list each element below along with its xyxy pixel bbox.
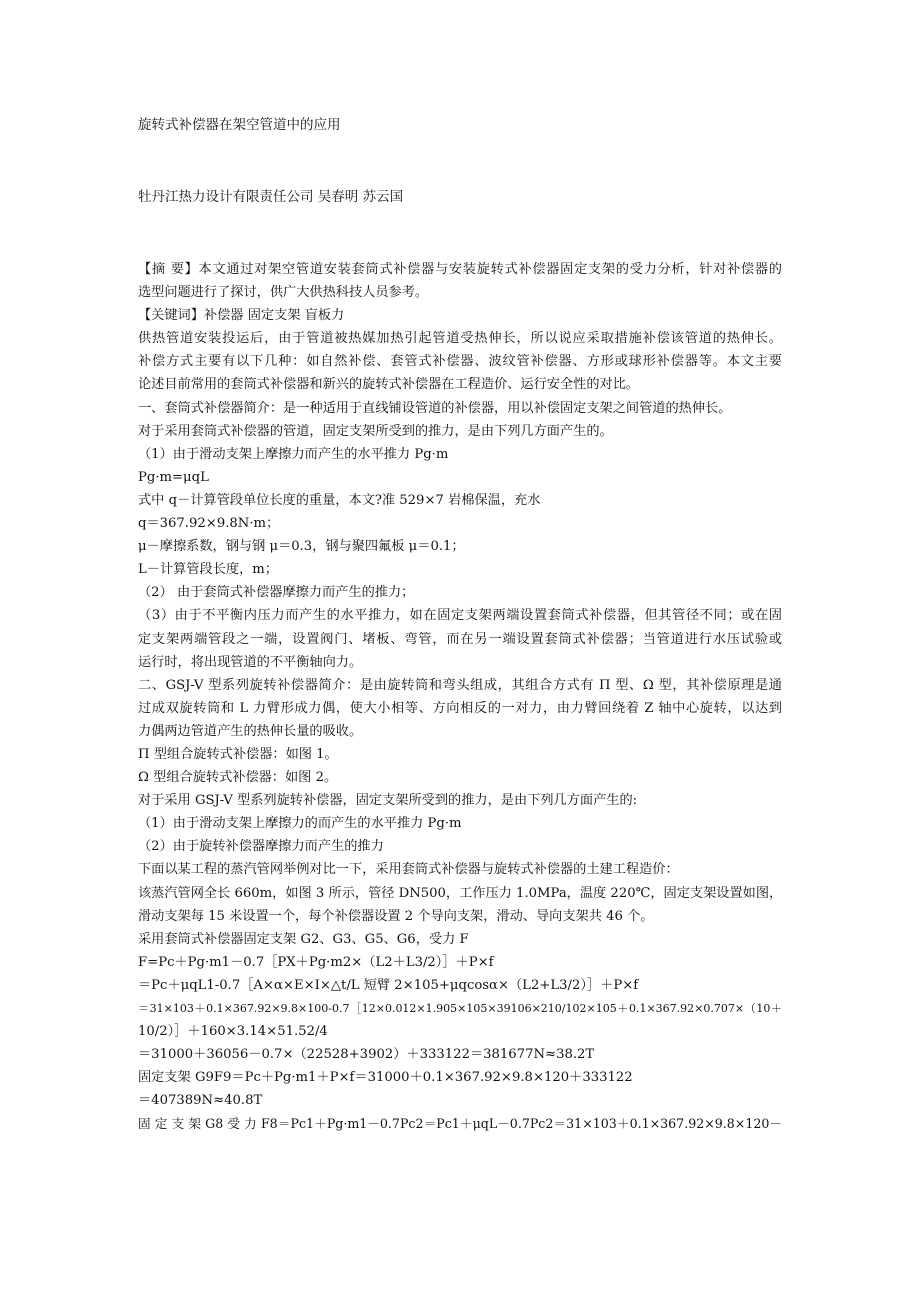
- body-line: 滑动支架每 15 米设置一个，每个补偿器设置 2 个导向支架，滑动、导向支架共 46 个。: [138, 908, 654, 924]
- body-line: 固 定 支 架 G8 受 力 F8＝Pc1＋Pg·m1－0.7Pc2＝Pc1＋μqL－0.7Pc2＝31×103＋0.1×367.92×9.8×120－: [138, 1116, 782, 1132]
- document-body: [138, 258, 782, 1136]
- body-line: 式中 q－计算管段单位长度的重量，本文?准 529×7 岩棉保温，充水: [138, 492, 541, 508]
- body-line: 过成双旋转筒和 L 力臂形成力偶，使大小相等、方向相反的一对力，由力臂回绕着 Z 轴中心旋转，以达到: [138, 700, 782, 716]
- body-line: F=Pc＋Pg·m1－0.7［PX＋Pg·m2×（L2＋L3/2）］＋P×f: [138, 954, 494, 970]
- body-line: 该蒸汽管网全长 660m，如图 3 所示，管径 DN500，工作压力 1.0MPa，温度 220℃，固定支架设置如图，: [138, 885, 783, 901]
- body-line: 对于采用 GSJ-V 型系列旋转补偿器，固定支架所受到的推力，是由下列几方面产生的:: [138, 793, 638, 809]
- body-line: 供热管道安装投运后，由于管道被热媒加热引起管道受热伸长，所以说应采取措施补偿该管道的热伸长。: [138, 331, 782, 347]
- body-line: 10/2）］＋160×3.14×51.52/4: [138, 1024, 328, 1040]
- body-line: （1）由于滑动支架上摩擦力的而产生的水平推力 Pg·m: [138, 816, 462, 832]
- body-line: ＝31×103＋0.1×367.92×9.8×100-0.7［12×0.012×1.905×105×39106×210/102×105＋0.1×367.92×0.707×（10＋: [138, 1002, 782, 1015]
- body-line: （1）由于滑动支架上摩擦力而产生的水平推力 Pg·m: [138, 446, 449, 462]
- body-line: 补偿方式主要有以下几种：如自然补偿、套管式补偿器、波纹管补偿器、方形或球形补偿器等。本文主要: [138, 354, 782, 370]
- body-line: （3）由于不平衡内压力而产生的水平推力，如在固定支架两端设置套筒式补偿器，但其管径不同；或在固: [138, 608, 782, 624]
- body-line: 【关键词】补偿器 固定支架 盲板力: [138, 308, 345, 324]
- body-line: 下面以某工程的蒸汽管网举例对比一下，采用套筒式补偿器与旋转式补偿器的土建工程造价：: [138, 862, 679, 878]
- body-line: Pg·m=μqL: [138, 469, 209, 485]
- body-line: 对于采用套筒式补偿器的管道，固定支架所受到的推力，是由下列几方面产生的。: [138, 423, 613, 439]
- body-line: 采用套筒式补偿器固定支架 G2、G3、G5、G6，受力 F: [138, 931, 469, 947]
- body-line: 选型问题进行了探讨，供广大供热科技人员参考。: [138, 285, 429, 301]
- body-line: L－计算管段长度，m；: [138, 562, 278, 578]
- body-line: 二、GSJ-V 型系列旋转补偿器简介：是由旋转筒和弯头组成，其组合方式有 Π 型、Ω 型，其补偿原理是通: [138, 677, 782, 693]
- body-line: Ω 型组合旋转式补偿器：如图 2。: [138, 770, 338, 786]
- body-line: 【摘 要】本文通过对架空管道安装套筒式补偿器与安装旋转式补偿器固定支架的受力分析，针对补偿器的: [138, 262, 782, 277]
- body-line: Π 型组合旋转式补偿器：如图 1。: [138, 746, 338, 762]
- body-line: （2）由于旋转补偿器摩擦力而产生的推力: [138, 839, 384, 855]
- body-line: μ－摩擦系数，钢与钢 μ＝0.3，钢与聚四氟板 μ＝0.1；: [138, 539, 465, 555]
- body-line: ＝407389N≈40.8T: [138, 1093, 263, 1109]
- body-line: 力偶两边管道产生的热伸长量的吸收。: [138, 723, 363, 739]
- document-title: 旋转式补偿器在架空管道中的应用: [138, 117, 341, 133]
- body-line: 论述目前常用的套筒式补偿器和新兴的旋转式补偿器在工程造价、运行安全性的对比。: [138, 377, 640, 393]
- body-line: 一、套筒式补偿器简介：是一种适用于直线铺设管道的补偿器，用以补偿固定支架之间管道的热伸长。: [138, 400, 732, 416]
- body-line: q＝367.92×9.8N·m；: [138, 516, 280, 532]
- body-line: 固定支架 G9F9＝Pc＋Pg·m1＋P×f＝31000＋0.1×367.92×9.8×120＋333122: [138, 1070, 633, 1086]
- document-authors: 牡丹江热力设计有限责任公司 吴春明 苏云国: [138, 189, 404, 205]
- body-line: 运行时，将出现管道的不平衡轴向力。: [138, 654, 363, 670]
- body-line: ＝Pc＋μqL1-0.7［A×α×E×I×△t/L 短臂 2×105+μqcosα×（L2+L3/2）］＋P×f: [138, 977, 639, 993]
- body-line: 定支架两端管段之一端，设置阀门、堵板、弯管，而在另一端设置套筒式补偿器；当管道进行水压试验或: [138, 631, 782, 647]
- body-line: （2） 由于套筒式补偿器摩擦力而产生的推力；: [138, 585, 415, 601]
- body-line: ＝31000＋36056－0.7×（22528+3902）＋333122＝381677N≈38.2T: [138, 1047, 595, 1063]
